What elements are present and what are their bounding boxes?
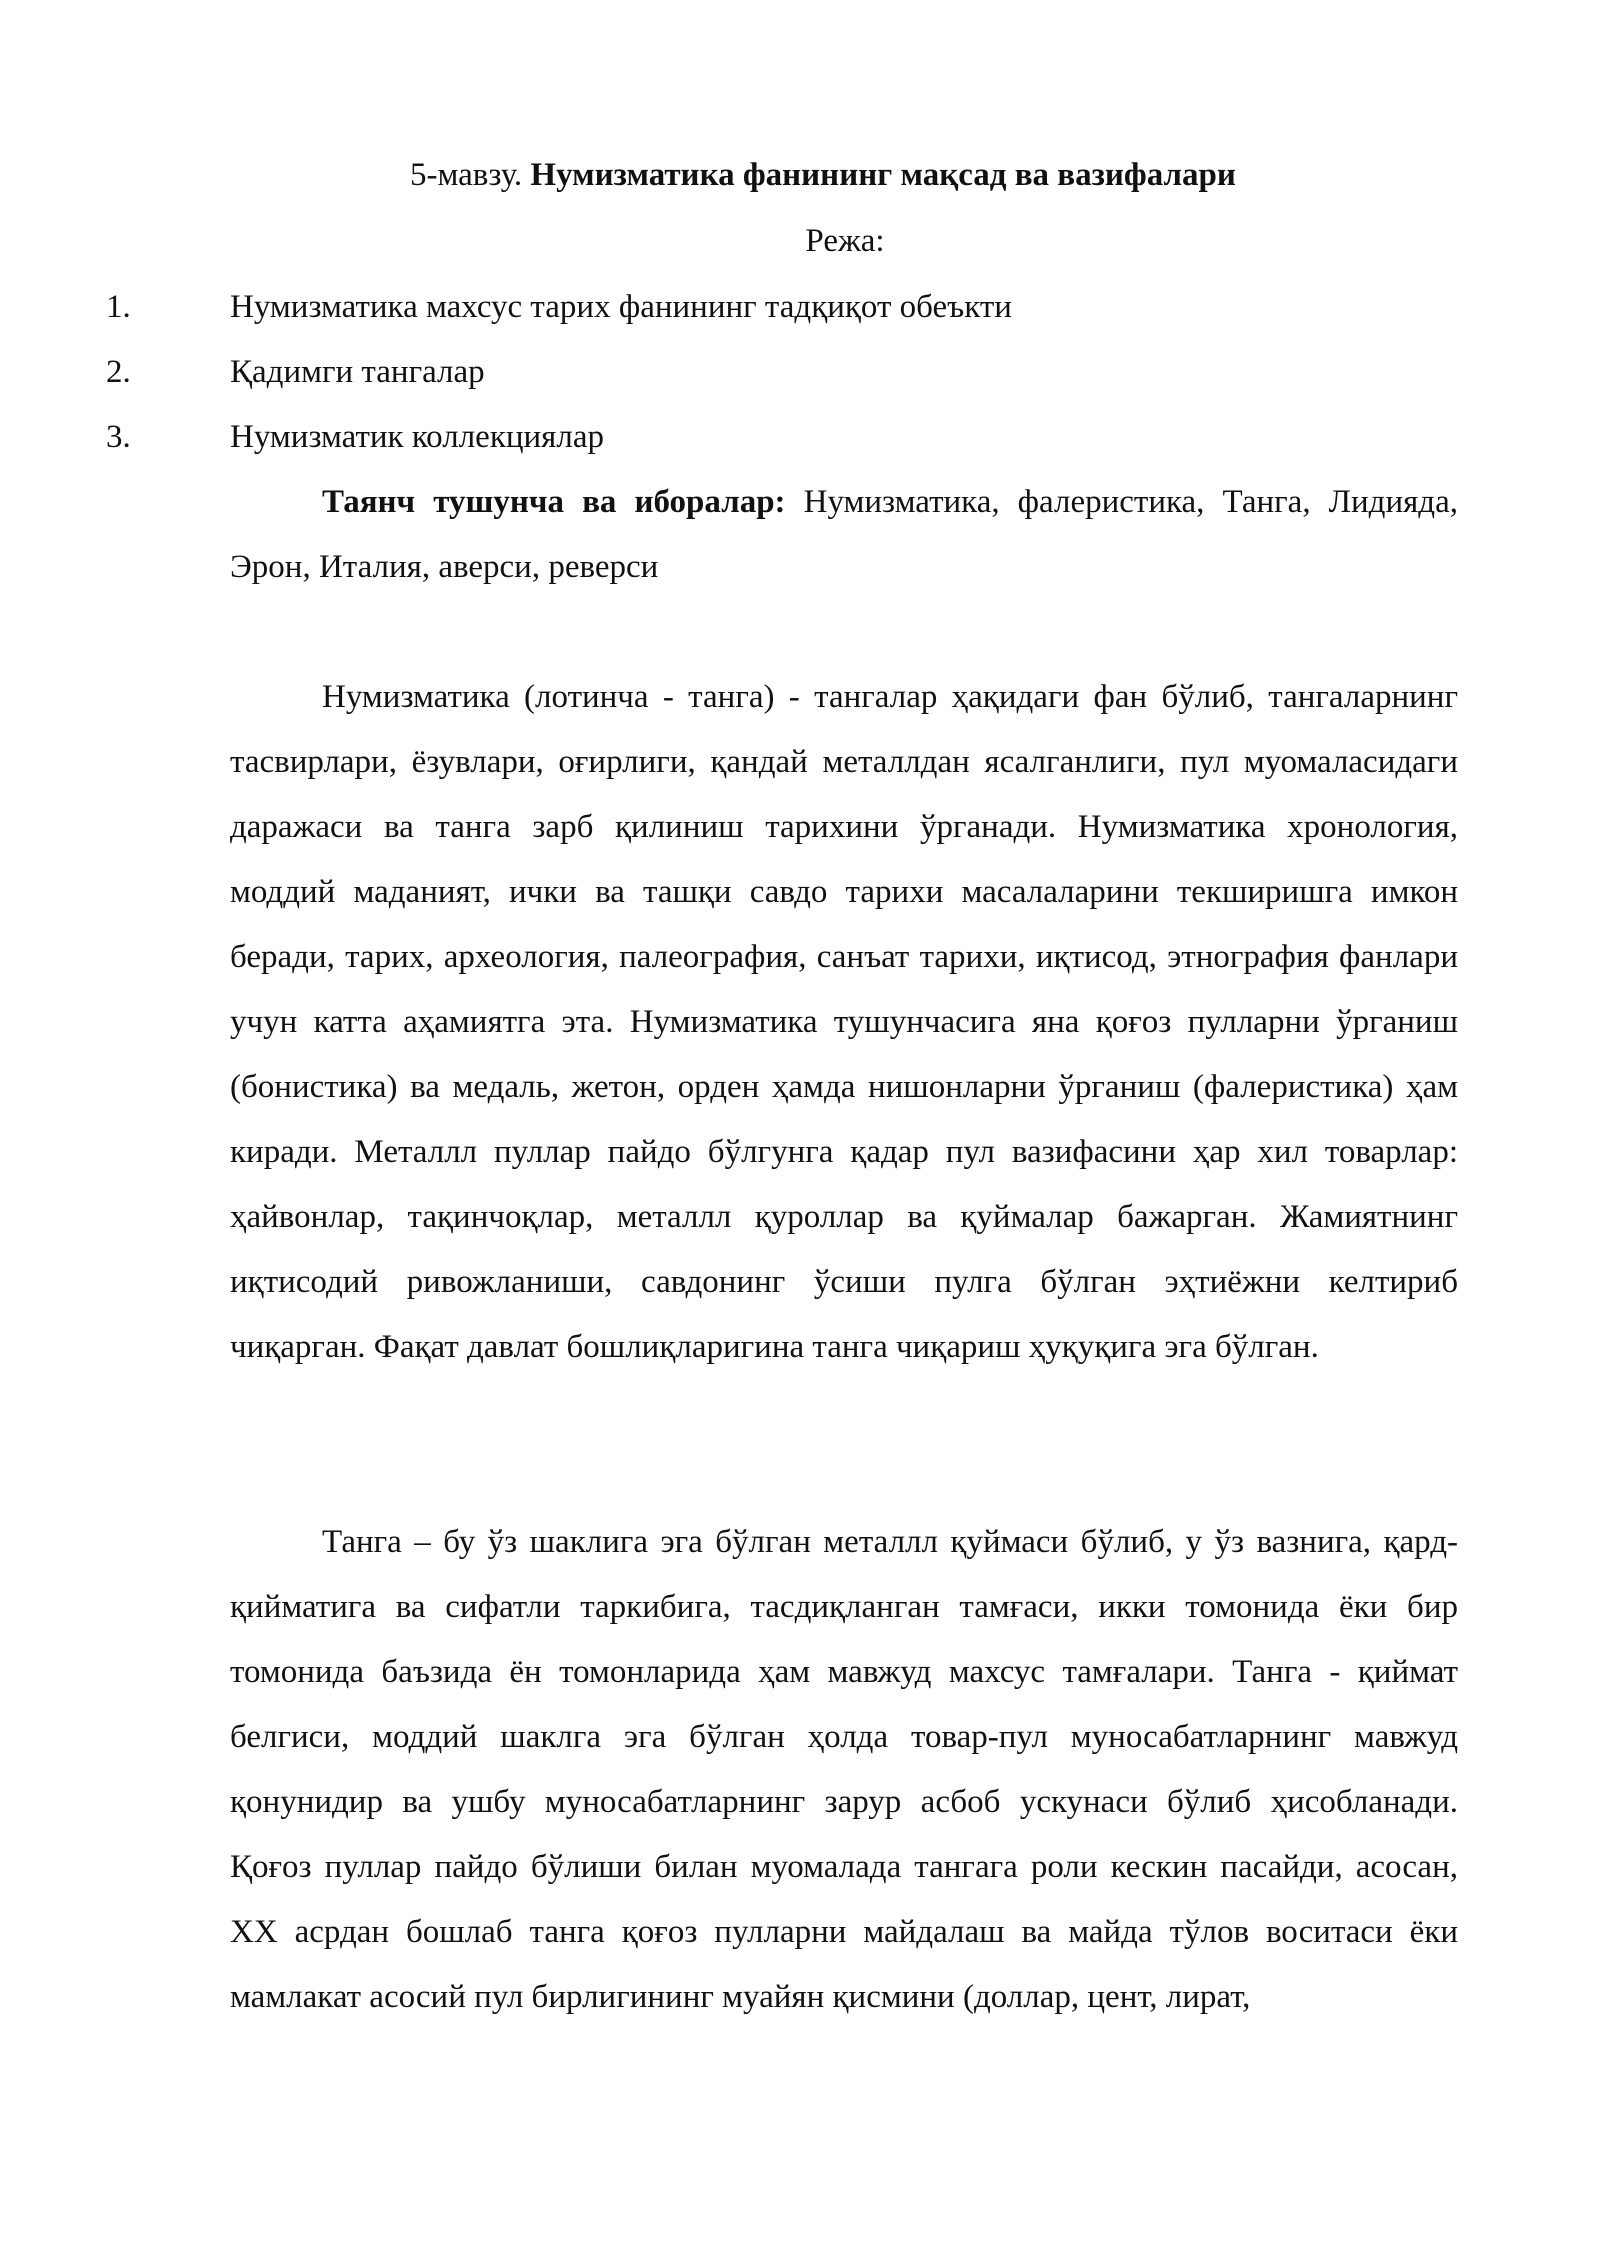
- page-title: [410, 150, 1510, 200]
- plan-item-text: Нумизматик коллекциялар: [230, 419, 604, 455]
- plan-item-number: 2.: [106, 354, 131, 390]
- keywords-label: Таянч тушунча ва иборалар:: [322, 484, 786, 520]
- plan-heading: Режа:: [805, 223, 885, 259]
- body-paragraph-2: Танга – бу ўз шаклига эга бўлган металлл қуймаси бўлиб, у ўз вазнига, қард-қийматига ва сифатли таркибига, тасдиқланган тамғаси, икки томонида ёки бир томонида баъзида ён томонларида ҳам мавжуд махсус тамғалари. Танга - қиймат белгиси, моддий шаклга эга бўлган ҳолда товар-пул муносабатларнинг мавжуд қонунидир ва ушбу муносабатларнинг зарур асбоб ускунаси бўлиб ҳисобланади. Қоғоз пуллар пайдо бўлиши билан муомалада тангага роли кескин пасайди, асосан, XX асрдан бошлаб танга қоғоз пулларни майдалаш ва майда тўлов воситаси ёки мамлакат асосий пул бирлигининг муайян қисмини (доллар, цент, лират,: [230, 1524, 1458, 2015]
- keywords-text: Нумизматика, фалеристика, Танга, Лидияда, Эрон, Италия, аверси, реверси: [230, 484, 1458, 585]
- plan-list: [100, 282, 1400, 477]
- keywords-paragraph: [230, 470, 1458, 600]
- plan-item: [100, 412, 1400, 477]
- title-prefix: 5-мавзу.: [410, 157, 531, 193]
- plan-item-number: 3.: [106, 419, 131, 455]
- plan-item-text: Нумизматика махсус тарих фанининг тадқиқот обеъкти: [230, 289, 1012, 325]
- title-bold: Нумизматика фанининг мақсад ва вазифалари: [530, 157, 1236, 193]
- plan-item: [100, 347, 1400, 412]
- plan-item-number: 1.: [106, 289, 131, 325]
- body-paragraph-1: Нумизматика (лотинча - танга) - тангалар ҳақидаги фан бўлиб, тангаларнинг тасвирлари, ёзувлари, оғирлиги, қандай металлдан ясалганлиги, пул муомаласидаги даражаси ва танга зарб қилиниш тарихини ўрганади. Нумизматика хронология, моддий маданият, ички ва ташқи савдо тарихи масалаларини текширишга имкон беради, тарих, археология, палеография, санъат тарихи, иқтисод, этнография фанлари учун катта аҳамиятга эта. Нумизматика тушунчасига яна қоғоз пулларни ўрганиш (бонистика) ва медаль, жетон, орден ҳамда нишонларни ўрганиш (фалеристика) ҳам киради. Металлл пуллар пайдо бўлгунга қадар пул вазифасини ҳар хил товарлар: ҳайвонлар, тақинчоқлар, металлл қуроллар ва қуймалар бажарган. Жамиятнинг иқтисодий ривожланиши, савдонинг ўсиши пулга бўлган эҳтиёжни келтириб чиқарган. Фақат давлат бошлиқларигина танга чиқариш ҳуқуқига эга бўлган.: [230, 679, 1458, 1365]
- plan-item: [100, 282, 1400, 347]
- plan-item-text: Қадимги тангалар: [230, 354, 485, 390]
